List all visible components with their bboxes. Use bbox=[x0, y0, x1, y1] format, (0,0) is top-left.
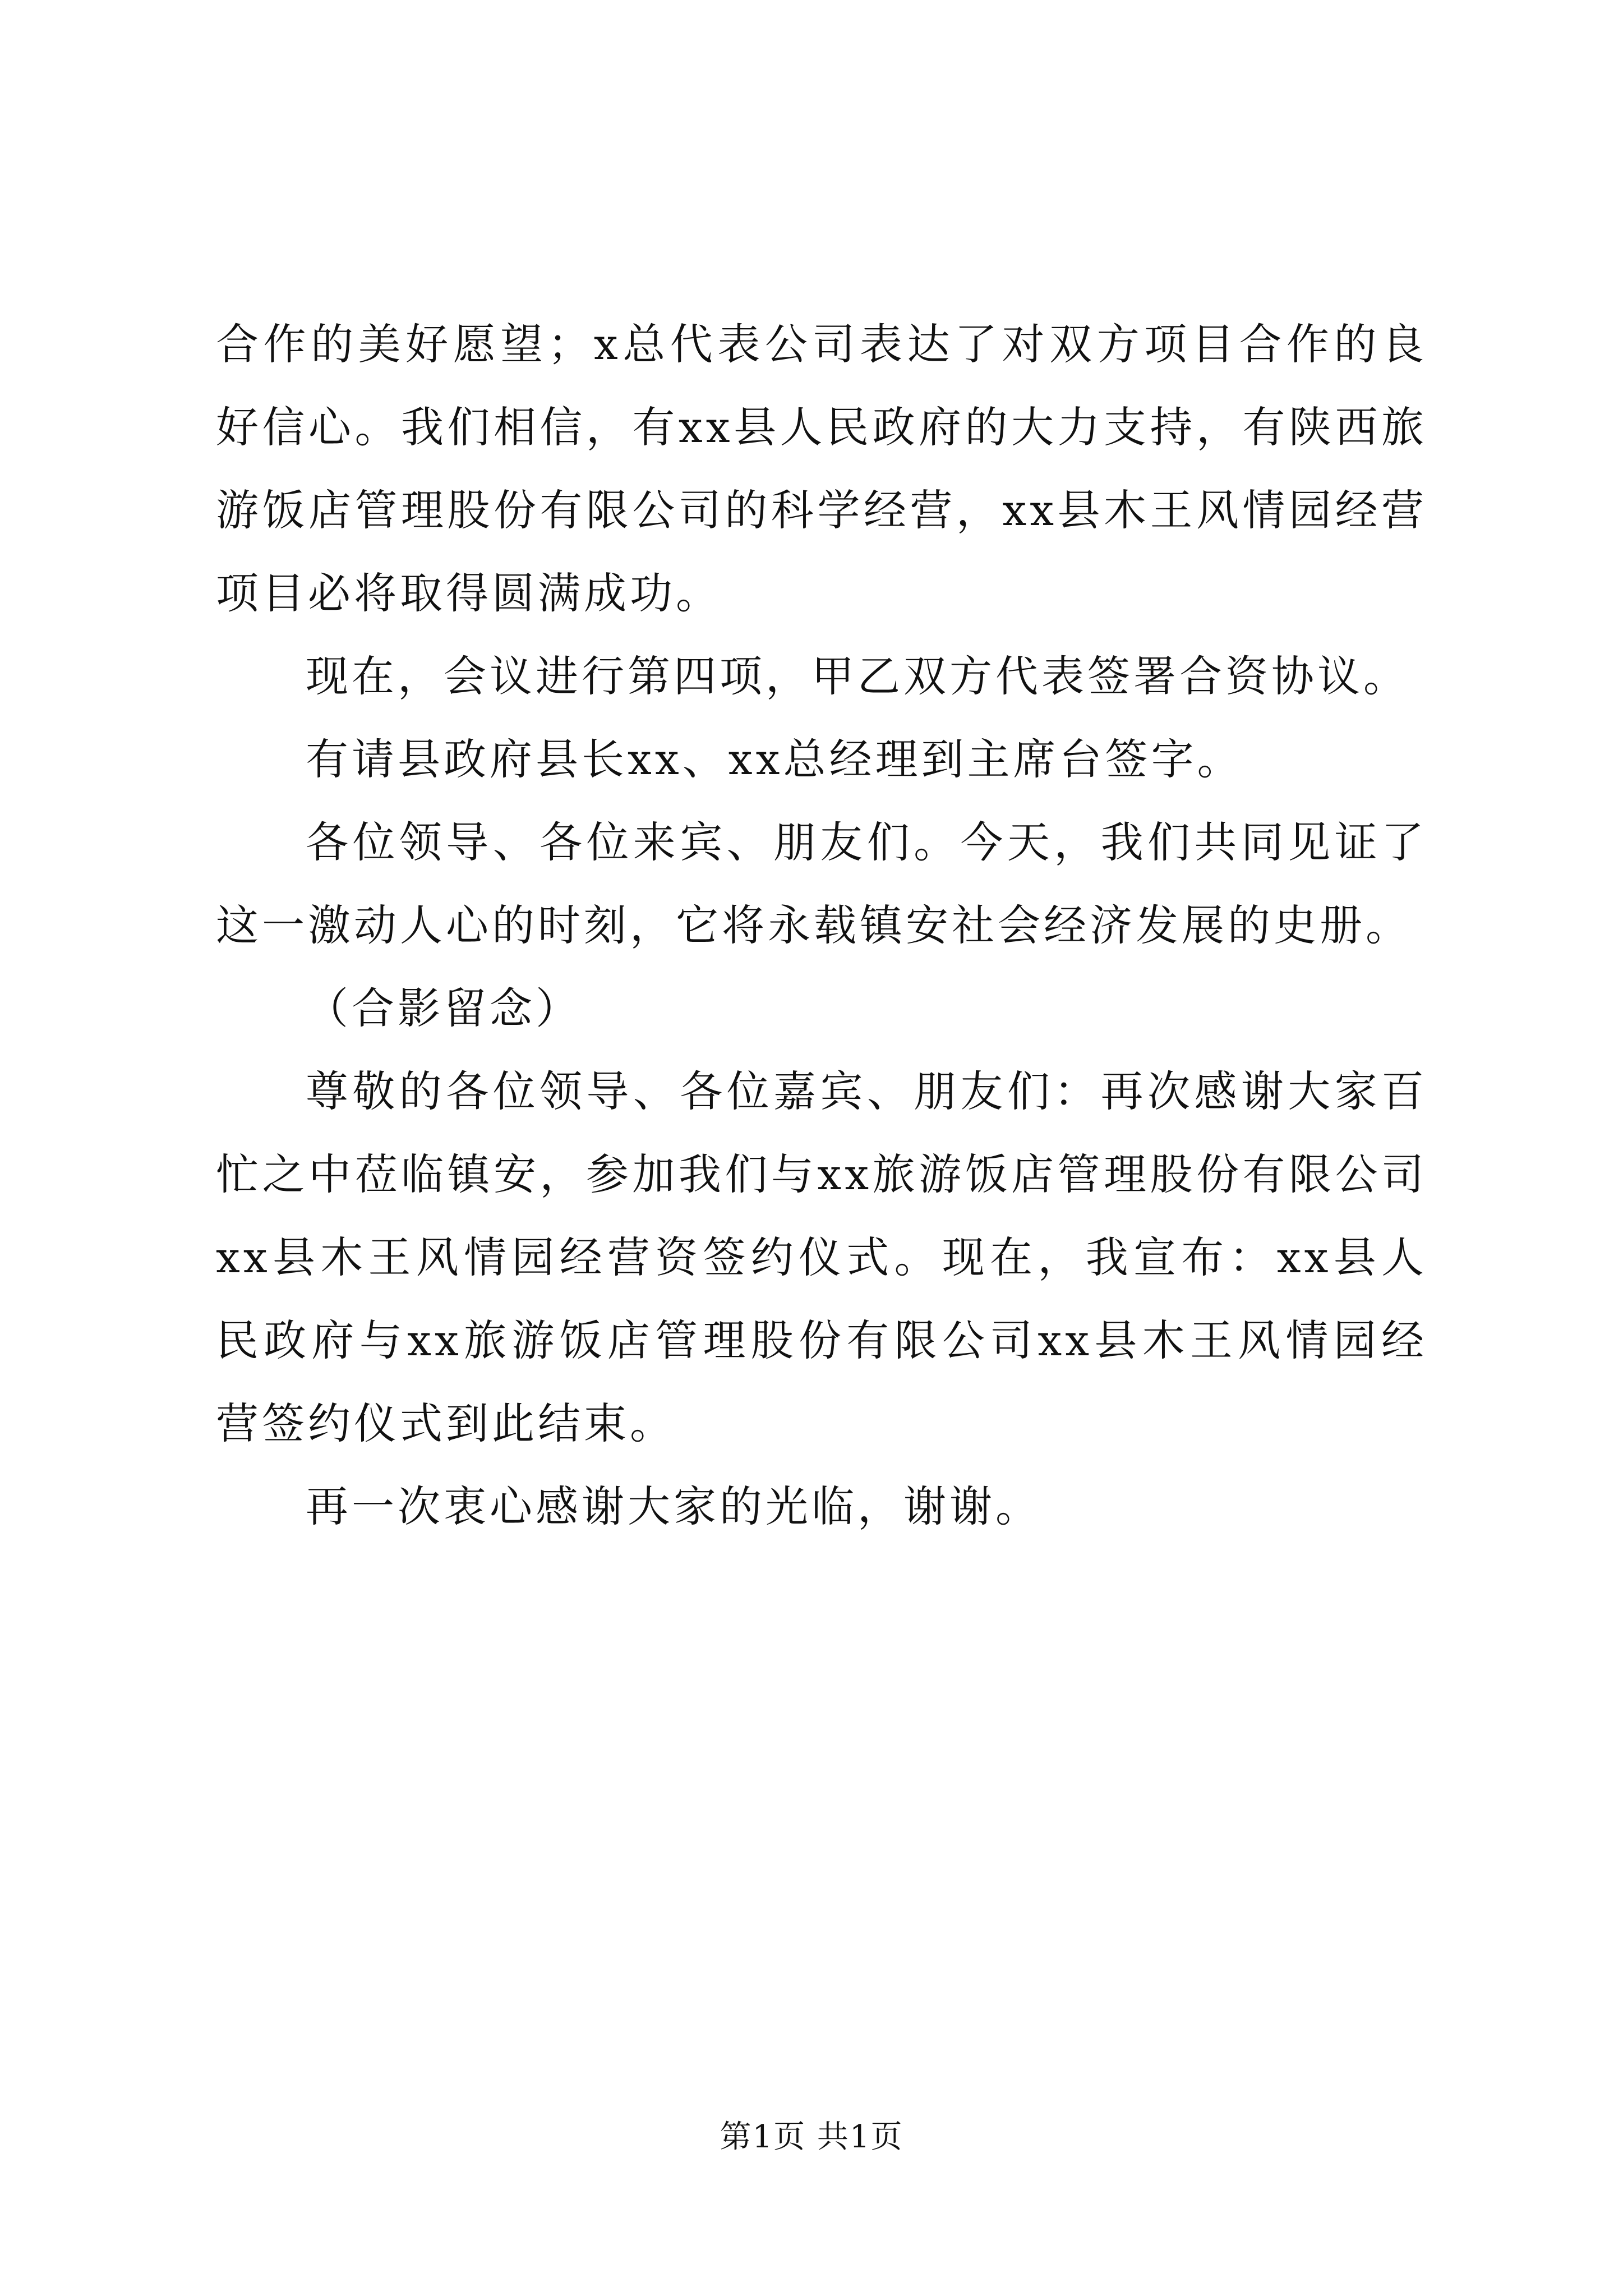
document-body bbox=[216, 303, 1427, 1548]
paragraph-group-photo: （合影留念） bbox=[306, 983, 582, 1033]
paragraph-witness: 各位领导、各位来宾、朋友们。今天，我们共同见证了这一激动人心的时刻，它将永载镇安社会经济发展的史册。 bbox=[216, 817, 1427, 950]
paragraph-continuation: 合作的美好愿望；x总代表公司表达了对双方项目合作的良好信心。我们相信，有xx县人民政府的大力支持，有陕西旅游饭店管理股份有限公司的科学经营，xx县木王风情园经营项目必将取得圆满成功。 bbox=[216, 319, 1427, 618]
paragraph-thanks: 再一次衷心感谢大家的光临，谢谢。 bbox=[306, 1481, 1041, 1531]
paragraph-agenda-item: 现在，会议进行第四项，甲乙双方代表签署合资协议。 bbox=[306, 651, 1409, 701]
page-number-footer: 第1页 共1页 bbox=[720, 2119, 903, 2155]
paragraph-closing-remarks: 尊敬的各位领导、各位嘉宾、朋友们：再次感谢大家百忙之中莅临镇安，参加我们与xx旅游饭店管理股份有限公司xx县木王风情园经营资签约仪式。现在，我宣布：xx县人民政府与xx旅游饭店管理股份有限公司xx县木王风情园经营签约仪式到此结束。 bbox=[216, 1066, 1427, 1448]
paragraph-signing-invite: 有请县政府县长xx、xx总经理到主席台签字。 bbox=[306, 734, 1243, 784]
